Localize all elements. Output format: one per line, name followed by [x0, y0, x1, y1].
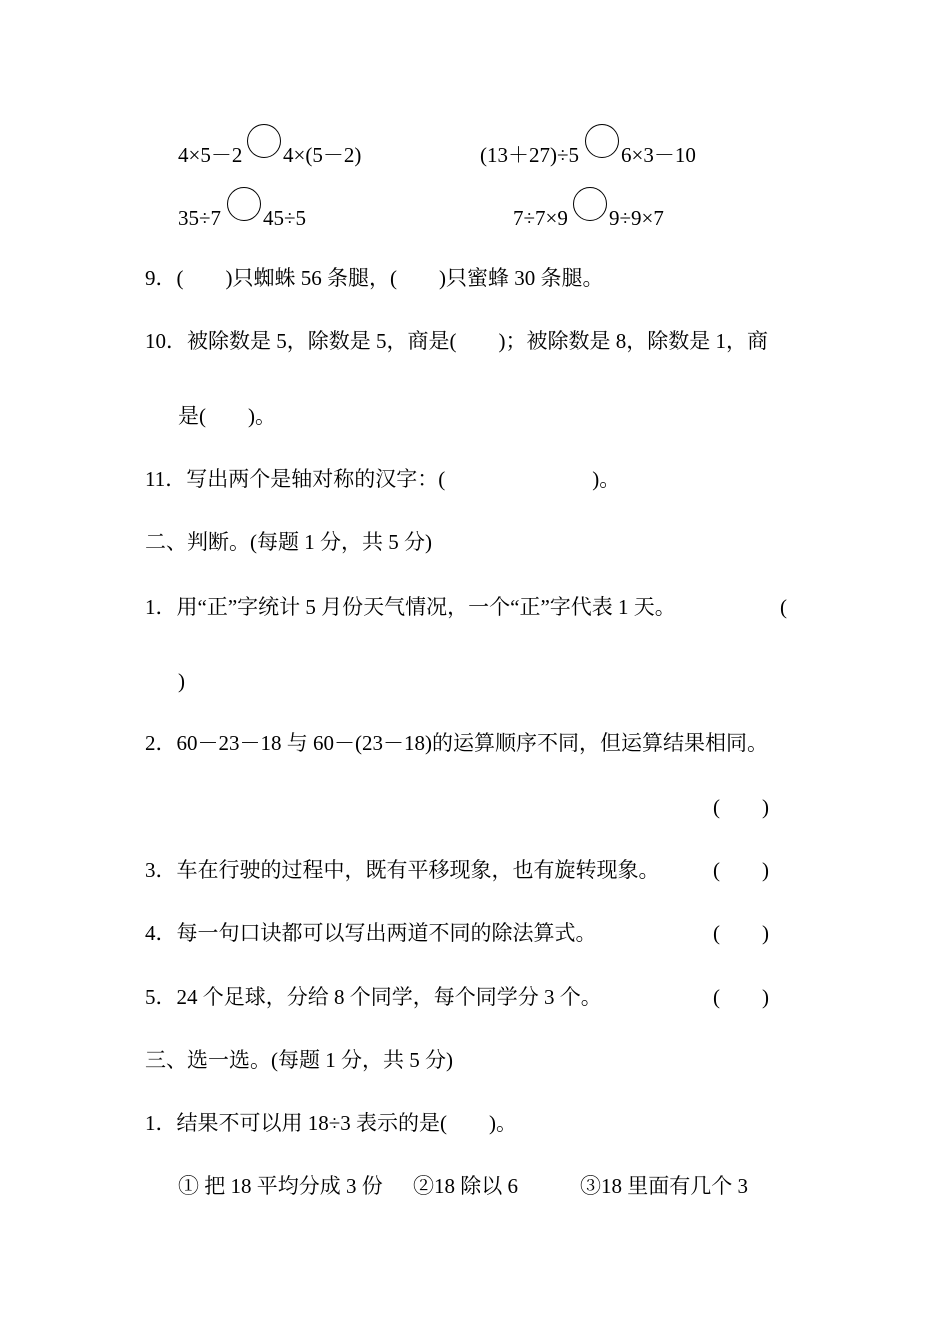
judge-item-1-paren-close: ) — [178, 669, 185, 693]
compare-row2-right-b: 9÷9×7 — [609, 206, 664, 230]
judge-item-1: 1．用“正”字统计 5 月份天气情况，一个“正”字代表 1 天。 — [145, 595, 676, 619]
compare-row1-right-a: (13＋27)÷5 — [480, 143, 580, 167]
judge-item-3-paren[interactable]: ( ) — [713, 858, 769, 882]
compare-circle-2[interactable] — [585, 124, 619, 158]
judge-item-5: 5．24 个足球，分给 8 个同学，每个同学分 3 个。 — [145, 985, 602, 1009]
compare-row2-right-a: 7÷7×9 — [513, 206, 568, 230]
compare-circle-4[interactable] — [573, 187, 607, 221]
compare-row1-right-b: 6×3－10 — [621, 143, 696, 167]
judge-item-3: 3．车在行驶的过程中，既有平移现象，也有旋转现象。 — [145, 858, 660, 882]
question-11: 11．写出两个是轴对称的汉字：( )。 — [145, 467, 621, 491]
compare-row1-left-a: 4×5－2 — [178, 143, 243, 167]
compare-circle-1[interactable] — [247, 124, 281, 158]
choice-option-2[interactable]: ②18 除以 6 — [413, 1174, 518, 1198]
choice-option-3[interactable]: ③18 里面有几个 3 — [580, 1174, 748, 1198]
section-2-heading: 二、判断。(每题 1 分，共 5 分) — [145, 530, 432, 554]
judge-item-1-paren-open[interactable]: ( — [780, 595, 787, 619]
choice-option-1[interactable]: ① 把 18 平均分成 3 份 — [178, 1174, 383, 1198]
judge-item-5-paren[interactable]: ( ) — [713, 985, 769, 1009]
compare-row2-left-b: 45÷5 — [263, 206, 307, 230]
judge-item-2-paren[interactable]: ( ) — [713, 795, 769, 819]
compare-circle-3[interactable] — [227, 187, 261, 221]
section-3-heading: 三、选一选。(每题 1 分，共 5 分) — [145, 1048, 453, 1072]
question-9: 9．( )只蜘蛛 56 条腿，( )只蜜蜂 30 条腿。 — [145, 266, 604, 290]
judge-item-4: 4．每一句口诀都可以写出两道不同的除法算式。 — [145, 921, 597, 945]
judge-item-2: 2．60－23－18 与 60－(23－18)的运算顺序不同，但运算结果相同。 — [145, 731, 768, 755]
choice-question-1: 1．结果不可以用 18÷3 表示的是( )。 — [145, 1111, 518, 1135]
compare-row2-left-a: 35÷7 — [178, 206, 222, 230]
question-10-line1: 10．被除数是 5，除数是 5，商是( )；被除数是 8，除数是 1，商 — [145, 329, 768, 353]
question-10-line2: 是( )。 — [178, 404, 276, 428]
judge-item-4-paren[interactable]: ( ) — [713, 921, 769, 945]
compare-row1-left-b: 4×(5－2) — [283, 143, 362, 167]
